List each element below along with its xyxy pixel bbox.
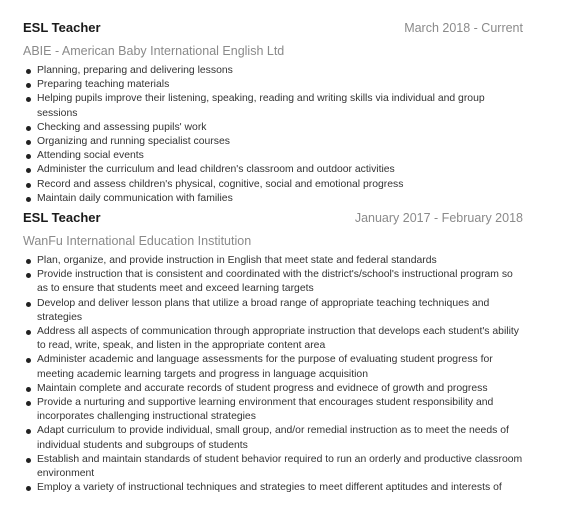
bullet-icon [26,183,31,188]
duty-item [23,382,523,396]
job-title: ESL Teacher [23,20,101,35]
duty-item [23,353,523,381]
duty-text: Record and assess children's physical, cognitive, social and emotional progress [37,178,404,190]
bullet-icon [26,259,31,264]
duty-item [23,64,523,78]
bullet-icon [26,330,31,335]
duty-item [23,268,523,296]
duty-item [23,396,523,424]
bullet-icon [26,126,31,131]
duty-item [23,78,523,92]
job-header [23,210,523,228]
duty-item [23,453,523,481]
duty-item [23,149,523,163]
duty-text: Planning, preparing and delivering lessons [37,65,233,76]
bullet-icon [26,140,31,145]
duty-item [23,178,523,192]
duty-text: Develop and deliver lesson plans that utilize a broad range of appropriate teaching techniques and strategies [37,297,490,323]
duty-text: Preparing teaching materials [37,79,170,91]
duty-item [23,424,523,452]
duty-item [23,325,523,353]
duty-text: Adapt curriculum to provide individual, small group, and/or remedial instruction as to meet the needs of individual students and subgroups of students [37,425,509,451]
company-name: WanFu International Education Institution [23,234,252,248]
duty-text: Organizing and running specialist courses [37,136,230,148]
job-header [23,20,523,38]
duty-text: Attending social events [37,150,144,162]
bullet-icon [26,458,31,463]
duty-text: Establish and maintain standards of student behavior required to run an orderly and productive classroom environment [37,453,523,480]
bullet-icon [26,358,31,363]
bullet-icon [26,69,31,74]
duty-text: Employ a variety of instructional techniques and strategies to meet different aptitudes and interests of [37,482,502,494]
duty-item [23,254,523,268]
bullet-icon [26,401,31,406]
duty-item [23,163,523,177]
duty-item [23,481,523,495]
duty-text: Plan, organize, and provide instruction in English that meet state and federal standards [37,255,437,266]
job-dates: January 2017 - February 2018 [354,211,523,225]
duty-item [23,92,523,120]
duty-text: Maintain daily communication with families [37,192,233,204]
duty-text: Administer the curriculum and lead children's classroom and outdoor activities [37,164,395,176]
company-name: ABIE - American Baby International English Ltd [23,44,285,58]
duty-text: Provide instruction that is consistent and coordinated with the district's/school's instructional program so as to ensure that students meet and exceed learning targets [37,269,513,295]
duty-item [23,135,523,149]
duty-text: Provide a nurturing and supportive learning environment that encourages student responsibility and incorporates challenging instructional strategies [37,397,494,423]
duties-list [23,64,523,206]
job-dates: March 2018 - Current [404,21,523,35]
bullet-icon [26,83,31,88]
duties-list [23,254,523,495]
duty-text: Address all aspects of communication through appropriate instruction that develops each student's ability to read, write, speak, and listen in the appropriate content area [37,326,519,352]
job-entry-abie [23,20,523,206]
bullet-icon [26,154,31,159]
bullet-icon [26,302,31,307]
duty-text: Checking and assessing pupils' work [37,121,207,133]
duty-text: Helping pupils improve their listening, speaking, reading and writing skills via individual and group sessions [37,93,485,119]
bullet-icon [26,168,31,173]
duty-text: Administer academic and language assessments for the purpose of evaluating student progress for meeting academic learning targets and progress in language acquisition [37,354,493,380]
job-title: ESL Teacher [23,210,101,225]
duty-item [23,297,523,325]
bullet-icon [26,197,31,202]
bullet-icon [26,97,31,102]
duty-text: Maintain complete and accurate records of student progress and evidnece of growth and progress [37,382,488,394]
duty-item [23,192,523,206]
job-entry-wanfu [23,210,523,495]
bullet-icon [26,387,31,392]
bullet-icon [26,486,31,491]
duty-item [23,121,523,135]
bullet-icon [26,273,31,278]
bullet-icon [26,429,31,434]
